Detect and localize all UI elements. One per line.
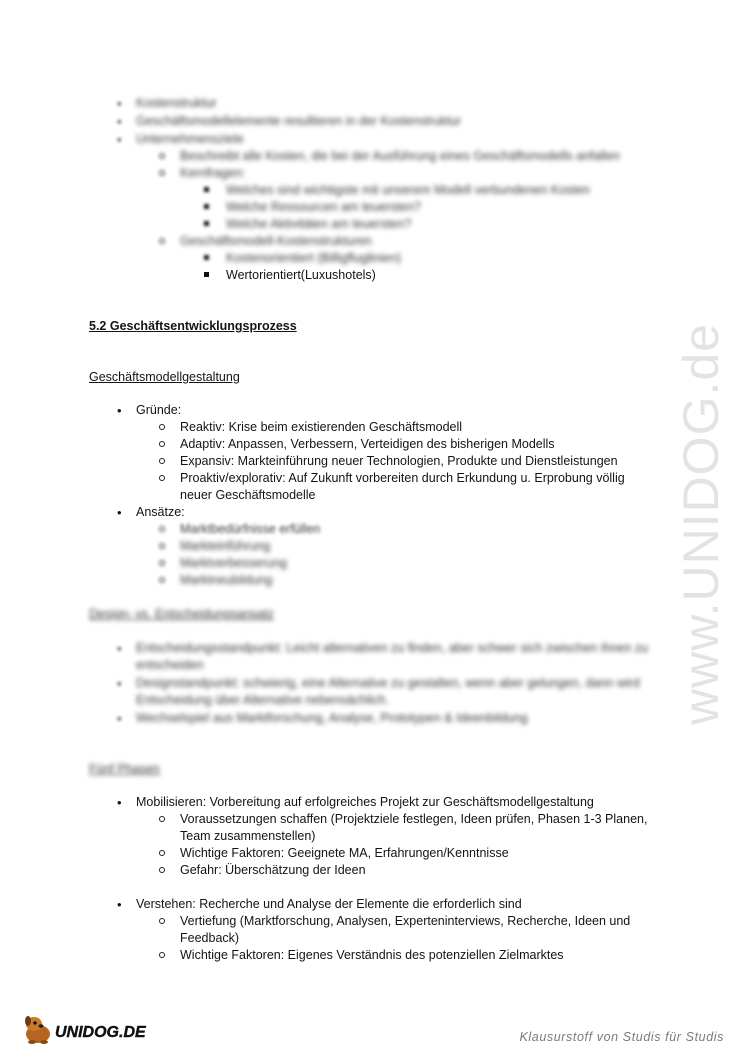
list-item: Feedback)	[180, 931, 240, 945]
circle-bullet-icon	[159, 543, 165, 549]
subheading: Design- vs. Entscheidungsansatz	[89, 607, 274, 621]
list-item: Beschreibt alle Kosten, die bei der Ausführung eines Geschäftsmodells anfallen	[180, 149, 620, 163]
list-item: Welche Ressourcen am teuersten?	[226, 200, 422, 214]
list-item: Verstehen: Recherche und Analyse der Elemente die erforderlich sind	[136, 897, 522, 911]
list-item: Welches sind wichtigste mit unserem Modell verbundenen Kosten	[226, 183, 590, 197]
circle-bullet-icon	[159, 850, 165, 856]
list-item: Wichtige Faktoren: Eigenes Verständnis des potenziellen Zielmarktes	[180, 948, 564, 962]
logo-text: UNIDOG.DE	[55, 1024, 146, 1041]
list-item: Vertiefung (Marktforschung, Analysen, Experteninterviews, Recherche, Ideen und	[180, 914, 631, 928]
circle-bullet-icon	[159, 918, 165, 924]
list-item: Marktneubildung	[180, 573, 273, 587]
watermark	[640, 280, 750, 740]
list-item: Markteinführung	[180, 539, 271, 553]
square-bullet-icon	[204, 187, 209, 192]
square-bullet-icon	[204, 221, 209, 226]
unidog-logo	[22, 1012, 152, 1049]
bullet-icon: •	[117, 505, 122, 520]
list-item: Marktverbesserung	[180, 556, 287, 570]
list-item: Wechselspiel aus Marktforschung, Analyse, Prototypen & Ideenbildung	[136, 711, 528, 725]
circle-bullet-icon	[159, 475, 165, 481]
list-item: Entscheidungsstandpunkt: Leicht alternativen zu finden, aber schwer sich zwischen ihnen zu	[136, 641, 649, 655]
circle-bullet-icon	[159, 560, 165, 566]
bullet-icon: •	[117, 403, 122, 418]
bullet-icon: •	[117, 96, 122, 111]
footer-tagline: Klausurstoff von Studis für Studis	[519, 1030, 724, 1044]
list-item: Ansätze:	[136, 505, 185, 519]
list-item: Unternehmensziele	[136, 132, 244, 146]
list-item: Proaktiv/explorativ: Auf Zukunft vorbereiten durch Erkundung u. Erprobung völlig	[180, 471, 625, 485]
bullet-icon: •	[117, 641, 122, 656]
circle-bullet-icon	[159, 458, 165, 464]
list-item: Kostenstruktur	[136, 96, 217, 110]
circle-bullet-icon	[159, 526, 165, 532]
list-item: Adaptiv: Anpassen, Verbessern, Verteidigen des bisherigen Modells	[180, 437, 555, 451]
list-item: Marktbedürfnisse erfüllen	[180, 522, 321, 536]
list-item: Voraussetzungen schaffen (Projektziele festlegen, Ideen prüfen, Phasen 1-3 Planen,	[180, 812, 648, 826]
list-item: Reaktiv: Krise beim existierenden Geschäftsmodell	[180, 420, 463, 434]
circle-bullet-icon	[159, 952, 165, 958]
circle-bullet-icon	[159, 441, 165, 447]
square-bullet-icon	[204, 255, 209, 260]
subheading: Geschäftsmodellgestaltung	[89, 370, 240, 384]
section-heading: 5.2 Geschäftsentwicklungsprozess	[89, 319, 297, 333]
list-item: Geschäftsmodell-Kostenstrukturen	[180, 234, 372, 248]
list-item: Gründe:	[136, 403, 182, 417]
subheading: Fünf Phasen	[89, 762, 160, 776]
square-bullet-icon	[204, 272, 209, 277]
list-item: Designstandpunkt: schwierig, eine Alternative zu gestalten, wenn aber gelungen, dann wird	[136, 676, 640, 690]
dog-mascot-icon	[25, 1016, 50, 1044]
list-item: Geschäftsmodellelemente resultieren in der Kostenstruktur	[136, 114, 462, 128]
list-item: Kernfragen:	[180, 166, 246, 180]
bullet-icon: •	[117, 676, 122, 691]
bullet-icon: •	[117, 795, 122, 810]
list-item: Mobilisieren: Vorbereitung auf erfolgreiches Projekt zur Geschäftsmodellgestaltung	[136, 795, 594, 809]
square-bullet-icon	[204, 204, 209, 209]
list-item: Entscheidung über Alternative nebensächlich.	[136, 693, 389, 707]
circle-bullet-icon	[159, 816, 165, 822]
bullet-icon: •	[117, 711, 122, 726]
list-item: Wertorientiert(Luxushotels)	[226, 268, 376, 282]
circle-bullet-icon	[159, 238, 165, 244]
circle-bullet-icon	[159, 577, 165, 583]
list-item: Team zusammenstellen)	[180, 829, 316, 843]
circle-bullet-icon	[159, 170, 165, 176]
bullet-icon: •	[117, 132, 122, 147]
list-item: Wichtige Faktoren: Geeignete MA, Erfahrungen/Kenntnisse	[180, 846, 509, 860]
circle-bullet-icon	[159, 153, 165, 159]
list-item: Welche Aktivitäten am teuersten?	[226, 217, 412, 231]
bullet-icon: •	[117, 114, 122, 129]
list-item: entscheiden	[136, 658, 204, 672]
circle-bullet-icon	[159, 424, 165, 430]
list-item: Kostenorientiert (Billigfluglinien)	[226, 251, 402, 265]
watermark-text: www.UNIDOG.de	[673, 323, 729, 725]
list-item: Gefahr: Überschätzung der Ideen	[180, 863, 366, 877]
bullet-icon: •	[117, 897, 122, 912]
list-item: neuer Geschäftsmodelle	[180, 488, 316, 502]
list-item: Expansiv: Markteinführung neuer Technologien, Produkte und Dienstleistungen	[180, 454, 618, 468]
circle-bullet-icon	[159, 867, 165, 873]
